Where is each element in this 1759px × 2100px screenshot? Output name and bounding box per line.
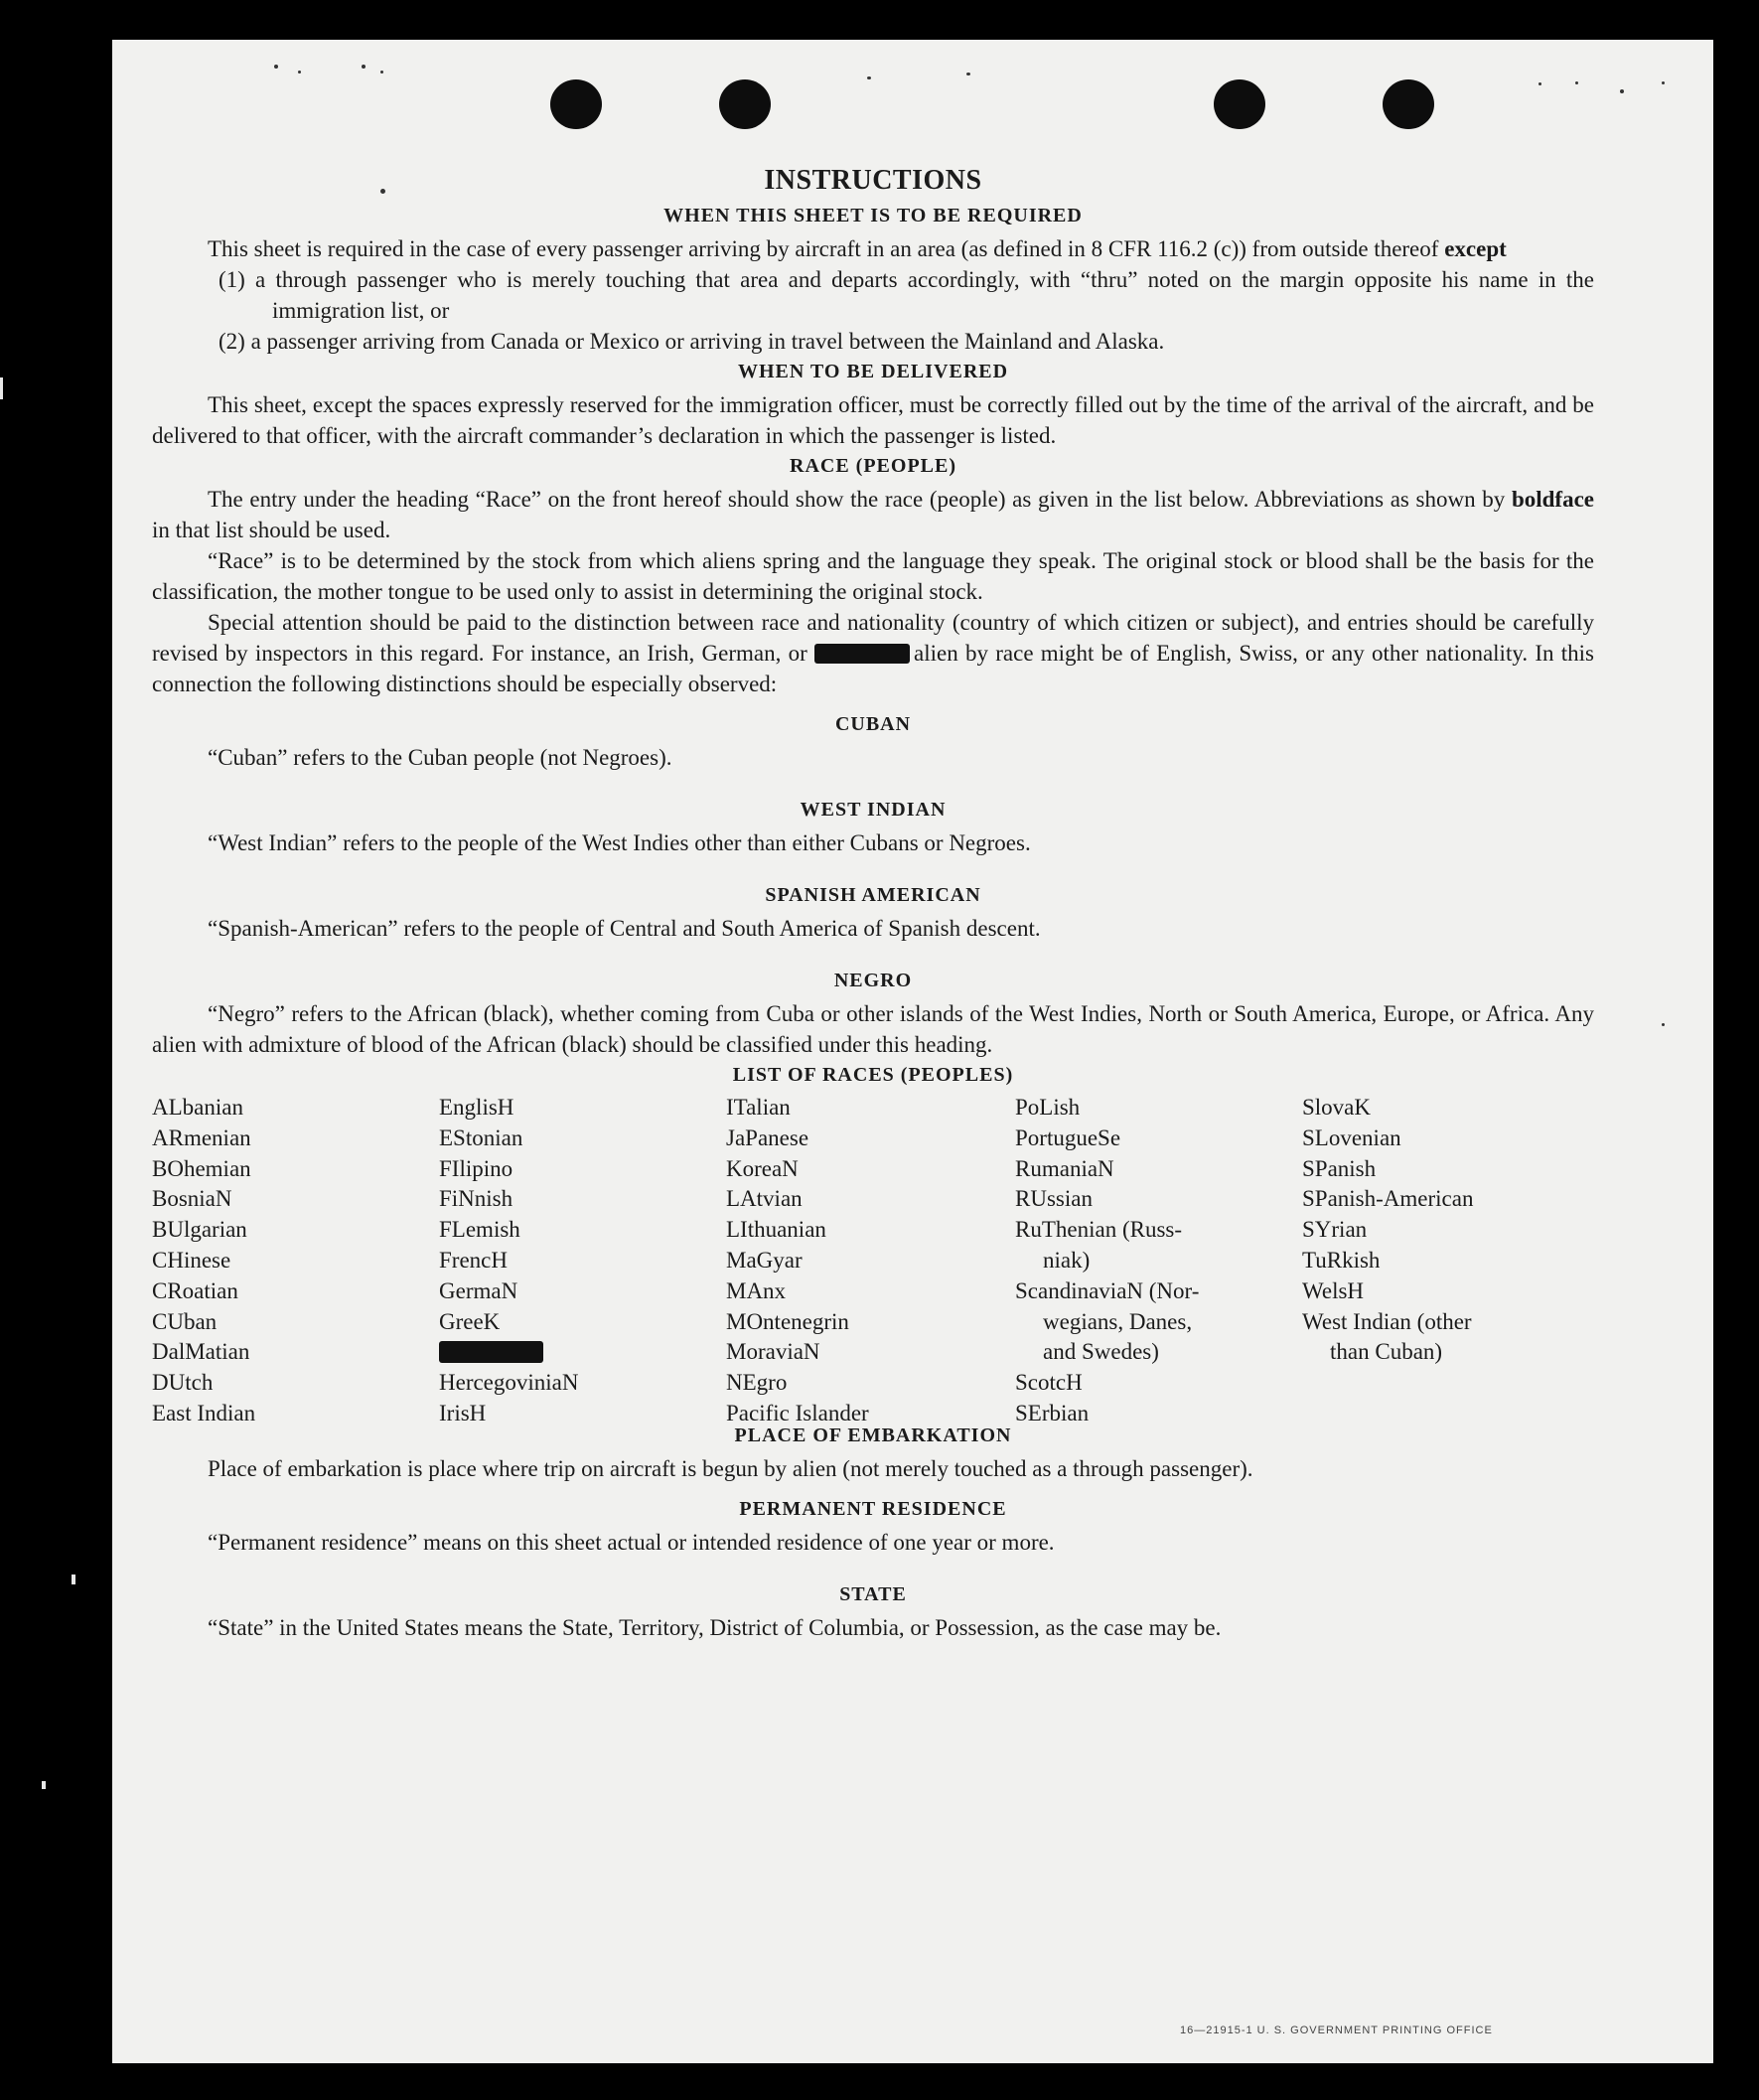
- race-item: MAnx: [726, 1277, 787, 1303]
- race-item: BOhemian: [152, 1155, 251, 1181]
- race-item: SlovaK: [1302, 1095, 1371, 1120]
- margin-mark: [0, 377, 3, 399]
- scan-speck: [1539, 82, 1541, 85]
- race-item: CHinese: [152, 1247, 231, 1273]
- scan-speck: [966, 73, 970, 75]
- race-item: BosniaN: [152, 1186, 232, 1212]
- race-item: PortugueSe: [1015, 1125, 1121, 1150]
- race-item: FLemish: [439, 1217, 520, 1243]
- race-item: GermaN: [439, 1277, 518, 1303]
- race-item: CUban: [152, 1308, 218, 1334]
- race-item: RUssian: [1015, 1186, 1093, 1212]
- margin-mark: [42, 1781, 46, 1789]
- race-item: IrisH: [439, 1400, 487, 1425]
- scan-speck: [298, 71, 301, 74]
- races-list: [152, 1093, 1594, 1425]
- punch-hole-2: [719, 79, 771, 129]
- race-item: West Indian (other: [1302, 1308, 1472, 1334]
- race-item: LIthuanian: [726, 1217, 826, 1243]
- state-text: “State” in the United States means the State, Territory, District of Columbia, or Possession, as the case may be.: [208, 1615, 1222, 1640]
- west-indian-text: “West Indian” refers to the people of the West Indies other than either Cubans or Negroes.: [208, 830, 1031, 855]
- redaction-mark: [814, 644, 910, 664]
- race-item: GreeK: [439, 1308, 501, 1334]
- section-heading-delivered: WHEN TO BE DELIVERED: [737, 361, 1009, 382]
- race-item: DUtch: [152, 1370, 214, 1396]
- race-item: RumaniaN: [1015, 1155, 1114, 1181]
- scan-speck: [1620, 89, 1624, 93]
- negro-text: “Negro” refers to the African (black), whether coming from Cuba or other islands of the West Indies, North or South America, Europe, or Africa. Any alien with admixture of blood of the African (black) should be classified under this heading.: [152, 1001, 1594, 1057]
- races-column-5: [1302, 1093, 1473, 1368]
- punch-hole-1: [550, 79, 602, 129]
- race-item-continued: wegians, Danes,: [1043, 1308, 1193, 1334]
- race-item: MaGyar: [726, 1247, 803, 1273]
- section-heading-race: RACE (PEOPLE): [790, 455, 956, 477]
- race-item: WelsH: [1302, 1277, 1365, 1303]
- embarkation-text: Place of embarkation is place where trip on aircraft is begun by alien (not merely touched as a through passenger).: [208, 1456, 1253, 1481]
- race-item: FiNnish: [439, 1186, 513, 1212]
- race-item: East Indian: [152, 1400, 256, 1425]
- printer-imprint: 16—21915-1 U. S. GOVERNMENT PRINTING OFFICE: [1180, 2025, 1493, 2036]
- race-item: MOntenegrin: [726, 1308, 849, 1334]
- scan-speck: [1662, 1023, 1665, 1026]
- scan-speck: [867, 76, 871, 79]
- punch-hole-3: [1214, 79, 1265, 129]
- race-item: ScotcH: [1015, 1370, 1083, 1396]
- race-item: MoraviaN: [726, 1339, 820, 1365]
- residence-text: “Permanent residence” means on this sheet actual or intended residence of one year or more.: [208, 1530, 1055, 1555]
- race-item: BUlgarian: [152, 1217, 247, 1243]
- race-item: SPanish: [1302, 1155, 1377, 1181]
- race-item: RuThenian (Russ-: [1015, 1217, 1183, 1243]
- race-item: ARmenian: [152, 1125, 251, 1150]
- redaction-mark: [439, 1341, 543, 1363]
- race-item-redacted: [439, 1337, 579, 1368]
- race-paragraph-1: The entry under the heading “Race” on the front hereof should show the race (people) as given in the list below. Abbreviations as shown by boldface in that list should be used.: [152, 487, 1594, 542]
- page-title: INSTRUCTIONS: [764, 165, 982, 196]
- section-heading-embarkation: PLACE OF EMBARKATION: [734, 1425, 1012, 1446]
- race-item: PoLish: [1015, 1095, 1081, 1120]
- form-sheet: [112, 40, 1713, 2063]
- race-item: FIlipino: [439, 1155, 513, 1181]
- required-intro: This sheet is required in the case of every passenger arriving by aircraft in an area (as defined in 8 CFR 116.2 (c)) from outside thereof except: [208, 236, 1507, 261]
- instructions-body: [152, 165, 1594, 1643]
- race-item-continued: and Swedes): [1043, 1339, 1159, 1365]
- races-column-3: [726, 1093, 869, 1429]
- section-heading-state: STATE: [839, 1583, 907, 1605]
- race-item: SPanish-American: [1302, 1186, 1474, 1212]
- race-item: TuRkish: [1302, 1247, 1381, 1273]
- scan-speck: [1575, 81, 1578, 84]
- race-item: SYrian: [1302, 1217, 1368, 1243]
- races-column-1: [152, 1093, 255, 1429]
- race-item: CRoatian: [152, 1277, 238, 1303]
- section-heading-list-of-races: LIST OF RACES (PEOPLES): [732, 1064, 1014, 1086]
- race-item: Pacific Islander: [726, 1400, 869, 1425]
- race-item: SErbian: [1015, 1400, 1090, 1425]
- cuban-text: “Cuban” refers to the Cuban people (not Negroes).: [208, 745, 672, 770]
- required-item-2: (2) a passenger arriving from Canada or Mexico or arriving in travel between the Mainland and Alaska.: [219, 329, 1165, 354]
- section-heading-west-indian: WEST INDIAN: [800, 799, 947, 821]
- section-heading-required: WHEN THIS SHEET IS TO BE REQUIRED: [663, 205, 1083, 226]
- scan-speck: [380, 71, 383, 74]
- required-item-1: (1) a through passenger who is merely touching that area and departs accordingly, with “thru” noted on the margin opposite his name in the immigration list, or: [219, 267, 1594, 323]
- races-column-4: [1015, 1093, 1199, 1429]
- section-heading-residence: PERMANENT RESIDENCE: [739, 1498, 1007, 1520]
- race-item: SLovenian: [1302, 1125, 1401, 1150]
- scan-speck: [1662, 81, 1665, 84]
- races-column-2: [439, 1093, 579, 1429]
- punch-hole-4: [1383, 79, 1434, 129]
- race-item: ScandinaviaN (Nor-: [1015, 1277, 1200, 1303]
- race-paragraph-3: Special attention should be paid to the distinction between race and nationality (country of which citizen or subject), and entries should be carefully revised by inspectors in this regard. For instance, an Irish, German, or alien by race might be of English, Swiss, or any other nationality. In this connection the following distinctions should be especially observed:: [152, 610, 1594, 696]
- race-paragraph-2: “Race” is to be determined by the stock from which aliens spring and the language they speak. The original stock or blood shall be the basis for the classification, the mother tongue to be used only to assist in determining the original stock.: [152, 548, 1594, 604]
- race-item: NEgro: [726, 1370, 788, 1396]
- scan-speck: [362, 65, 366, 69]
- race-item: FrencH: [439, 1247, 508, 1273]
- race-item: DalMatian: [152, 1339, 250, 1365]
- section-heading-negro: NEGRO: [833, 970, 913, 991]
- race-item-continued: than Cuban): [1330, 1339, 1443, 1365]
- race-item: ALbanian: [152, 1095, 243, 1120]
- race-item: EStonian: [439, 1125, 523, 1150]
- section-heading-spanish-american: SPANISH AMERICAN: [765, 884, 981, 906]
- section-heading-cuban: CUBAN: [834, 713, 912, 735]
- delivered-text: This sheet, except the spaces expressly reserved for the immigration officer, must be correctly filled out by the time of the arrival of the aircraft, and be delivered to that officer, with the aircraft commander’s declaration in which the passenger is listed.: [152, 392, 1594, 448]
- margin-mark: [72, 1575, 75, 1584]
- scan-speck: [274, 65, 278, 69]
- spanish-american-text: “Spanish-American” refers to the people of Central and South America of Spanish descent.: [208, 916, 1041, 941]
- race-item: HercegoviniaN: [439, 1370, 579, 1396]
- race-item: EnglisH: [439, 1095, 514, 1120]
- race-item-continued: niak): [1043, 1247, 1091, 1273]
- race-item: JaPanese: [726, 1125, 809, 1150]
- race-item: KoreaN: [726, 1155, 799, 1181]
- race-item: ITalian: [726, 1095, 791, 1120]
- race-item: LAtvian: [726, 1186, 803, 1212]
